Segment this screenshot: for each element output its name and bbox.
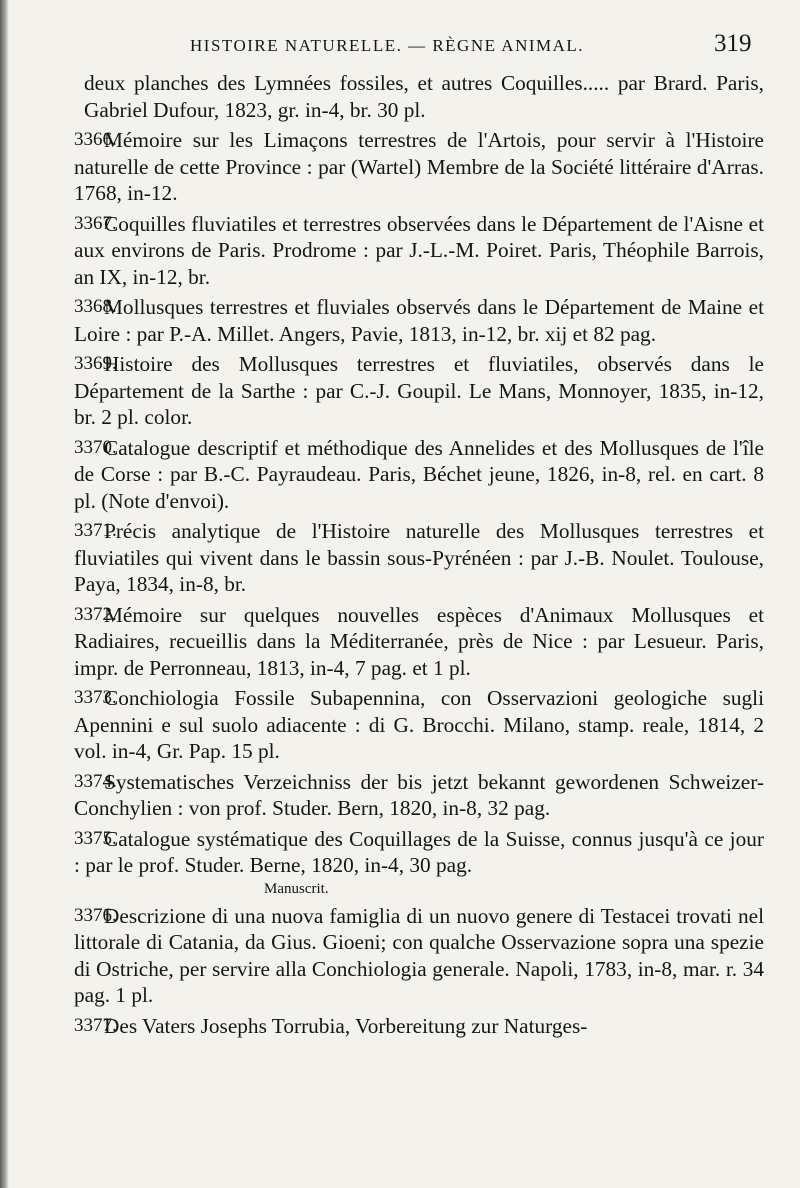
entry-number: 3375. (74, 827, 117, 849)
entry-note: Manuscrit. (264, 880, 329, 897)
entry-number: 3371. (74, 520, 117, 541)
entry-3368 (0, 294, 800, 347)
entry-3377 (0, 1013, 800, 1040)
entry-number: 3377. (74, 1014, 117, 1036)
bibliography-list (0, 70, 800, 1043)
entry-number: 3370. (74, 436, 117, 458)
entry-number: 3369. (74, 353, 117, 374)
entry-text: Mémoire sur les Limaçons terrestres de l'Artois, pour servir à l'Histoire naturelle de cette Province : par (Wartel) Membre de la Société littéraire d'Arras. 1768, in-12. (74, 128, 764, 205)
continuation-entry (0, 70, 800, 123)
entry-3373 (0, 685, 800, 765)
entry-3371 (0, 518, 800, 598)
entry-number: 3373. (74, 687, 117, 708)
entry-3366 (0, 127, 800, 207)
entry-3369 (0, 351, 800, 431)
page-number: 319 (714, 30, 752, 57)
entry-number: 3367. (74, 212, 117, 234)
entry-text: Mollusques terrestres et fluviales observés dans le Département de Maine et Loire : par P.-A. Millet. Angers, Pavie, 1813, in-12, br. xij et 82 pag. (74, 295, 764, 346)
entry-text: Des Vaters Josephs Torrubia, Vorbereitung zur Naturges- (104, 1013, 588, 1038)
entry-text: Descrizione di una nuova famiglia di un nuovo genere di Testacei trovati nel littorale di Catania, da Gius. Gioeni; con qualche Osservazione sopra una spezie di Ostriche, per servire alla Conchiologia generale. Napoli, 1783, in-8, mar. r. 34 pag. 1 pl. (74, 903, 764, 1007)
entry-text: Systematisches Verzeichniss der bis jetzt bekannt gewordenen Schweizer-Conchylien : von prof. Studer. Bern, 1820, in-8, 32 pag. (74, 769, 764, 820)
entry-number: 3376. (74, 904, 117, 926)
entry-text: Coquilles fluviatiles et terrestres observées dans le Département de l'Aisne et aux environs de Paris. Prodrome : par J.-L.-M. Poiret. Paris, Théophile Barrois, an IX, in-12, br. (74, 211, 764, 289)
entry-text: Histoire des Mollusques terrestres et fluviatiles, observés dans le Département de la Sarthe : par C.-J. Goupil. Le Mans, Monnoyer, 1835, in-12, br. 2 pl. color. (74, 352, 764, 429)
page-header (0, 30, 800, 64)
entry-3367 (0, 211, 800, 291)
entry-text: Précis analytique de l'Histoire naturelle des Mollusques terrestres et fluviatiles qui vivent dans le bassin sous-Pyrénéen : par J.-B. Noulet. Toulouse, Paya, 1834, in-8, br. (74, 519, 764, 596)
entry-text: Catalogue descriptif et méthodique des Annelides et des Mollusques de l'île de Corse : par B.-C. Payraudeau. Paris, Béchet jeune, 1826, in-8, rel. en cart. 8 pl. (Note d'envoi). (74, 435, 764, 513)
entry-3372 (0, 602, 800, 682)
entry-text: Catalogue systématique des Coquillages de la Suisse, connus jusqu'à ce jour : par le prof. Studer. Berne, 1820, in-4, 30 pag. (74, 826, 764, 877)
entry-text: Conchiologia Fossile Subapennina, con Osservazioni geologiche sugli Apennini e sul suolo adiacente : di G. Brocchi. Milano, stamp. reale, 1814, 2 vol. in-4, Gr. Pap. 15 pl. (74, 686, 764, 763)
entry-3375 (0, 826, 800, 899)
entry-text: Mémoire sur quelques nouvelles espèces d'Animaux Mollusques et Radiaires, recueillis dans la Méditerranée, près de Nice : par Lesueur. Paris, impr. de Perronneau, 1813, in-4, 7 pag. et 1 pl. (74, 602, 764, 680)
entry-3376 (0, 903, 800, 1009)
entry-number: 3374. (74, 770, 117, 792)
entry-number: 3372. (74, 603, 117, 625)
entry-number: 3366. (74, 129, 117, 150)
entry-3370 (0, 435, 800, 515)
entry-text: deux planches des Lymnées fossiles, et autres Coquilles..... par Brard. Paris, Gabriel Dufour, 1823, gr. in-4, br. 30 pl. (84, 71, 764, 122)
entry-3374 (0, 769, 800, 822)
running-title: HISTOIRE NATURELLE. — RÈGNE ANIMAL. (190, 36, 585, 55)
entry-number: 3368. (74, 296, 117, 317)
